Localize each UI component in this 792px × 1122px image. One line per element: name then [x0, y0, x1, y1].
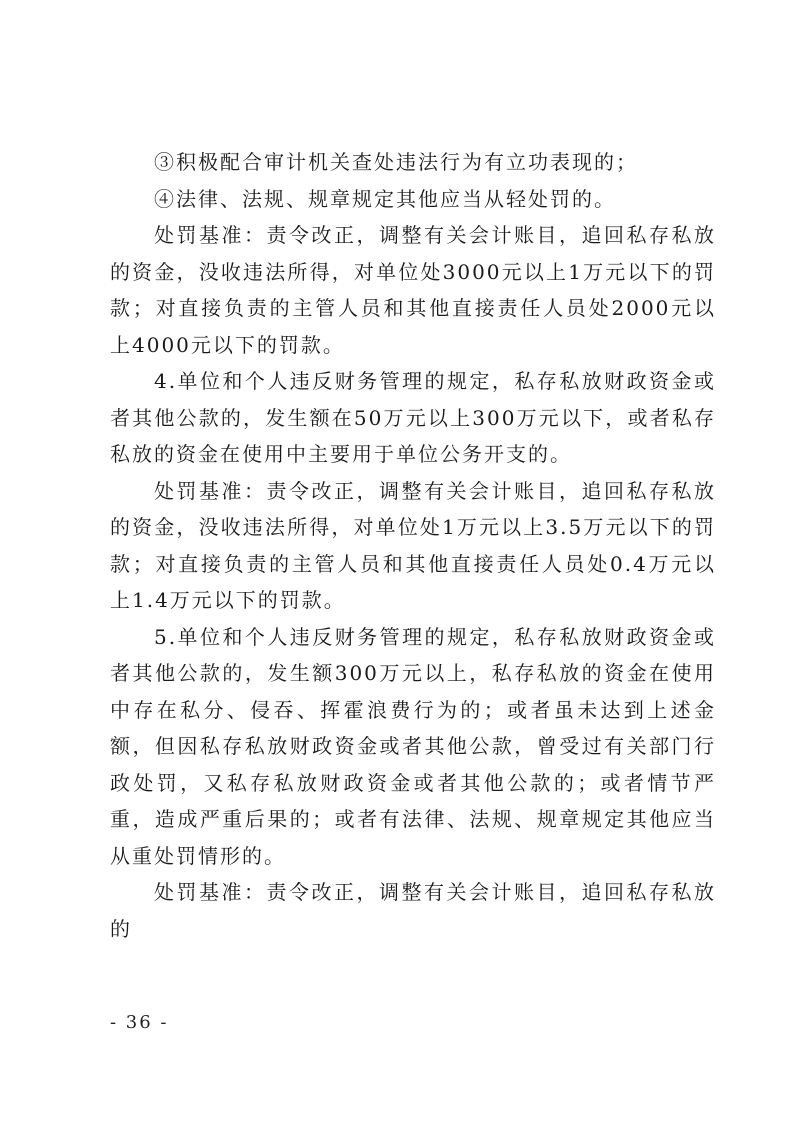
paragraph-mitigation-item-3: ③积极配合审计机关查处违法行为有立功表现的；	[154, 150, 638, 174]
paragraph-penalty-basis-2: 处罚基准：责令改正，调整有关会计账目，追回私存私放的资金，没收违法所得，对单位处1万元以上3.5万元以下的罚款；对直接负责的主管人员和其他直接责任人员处0.4万元以上1.4万元以下的罚款。	[110, 478, 716, 612]
document-body	[110, 144, 716, 947]
paragraph-clause-4: 4.单位和个人违反财务管理的规定，私存私放财政资金或者其他公款的，发生额在50万元以上300万元以下，或者私存私放的资金在使用中主要用于单位公务开支的。	[110, 369, 716, 466]
paragraph-clause-5: 5.单位和个人违反财务管理的规定，私存私放财政资金或者其他公款的，发生额300万元以上，私存私放的资金在使用中存在私分、侵吞、挥霍浪费行为的；或者虽未达到上述金额，但因私存私放财政资金或者其他公款，曾受过有关部门行政处罚，又私存私放财政资金或者其他公款的；或者情节严重，造成严重后果的；或者有法律、法规、规章规定其他应当从重处罚情形的。	[110, 624, 716, 868]
paragraph-penalty-basis-1: 处罚基准：责令改正，调整有关会计账目，追回私存私放的资金，没收违法所得，对单位处3000元以上1万元以下的罚款；对直接负责的主管人员和其他直接责任人员处2000元以上4000元以下的罚款。	[110, 223, 716, 357]
page-number: - 36 -	[110, 1012, 169, 1033]
paragraph-mitigation-item-4: ④法律、法规、规章规定其他应当从轻处罚的。	[154, 186, 616, 211]
paragraph-penalty-basis-3: 处罚基准：责令改正，调整有关会计账目，追回私存私放的	[110, 880, 716, 941]
